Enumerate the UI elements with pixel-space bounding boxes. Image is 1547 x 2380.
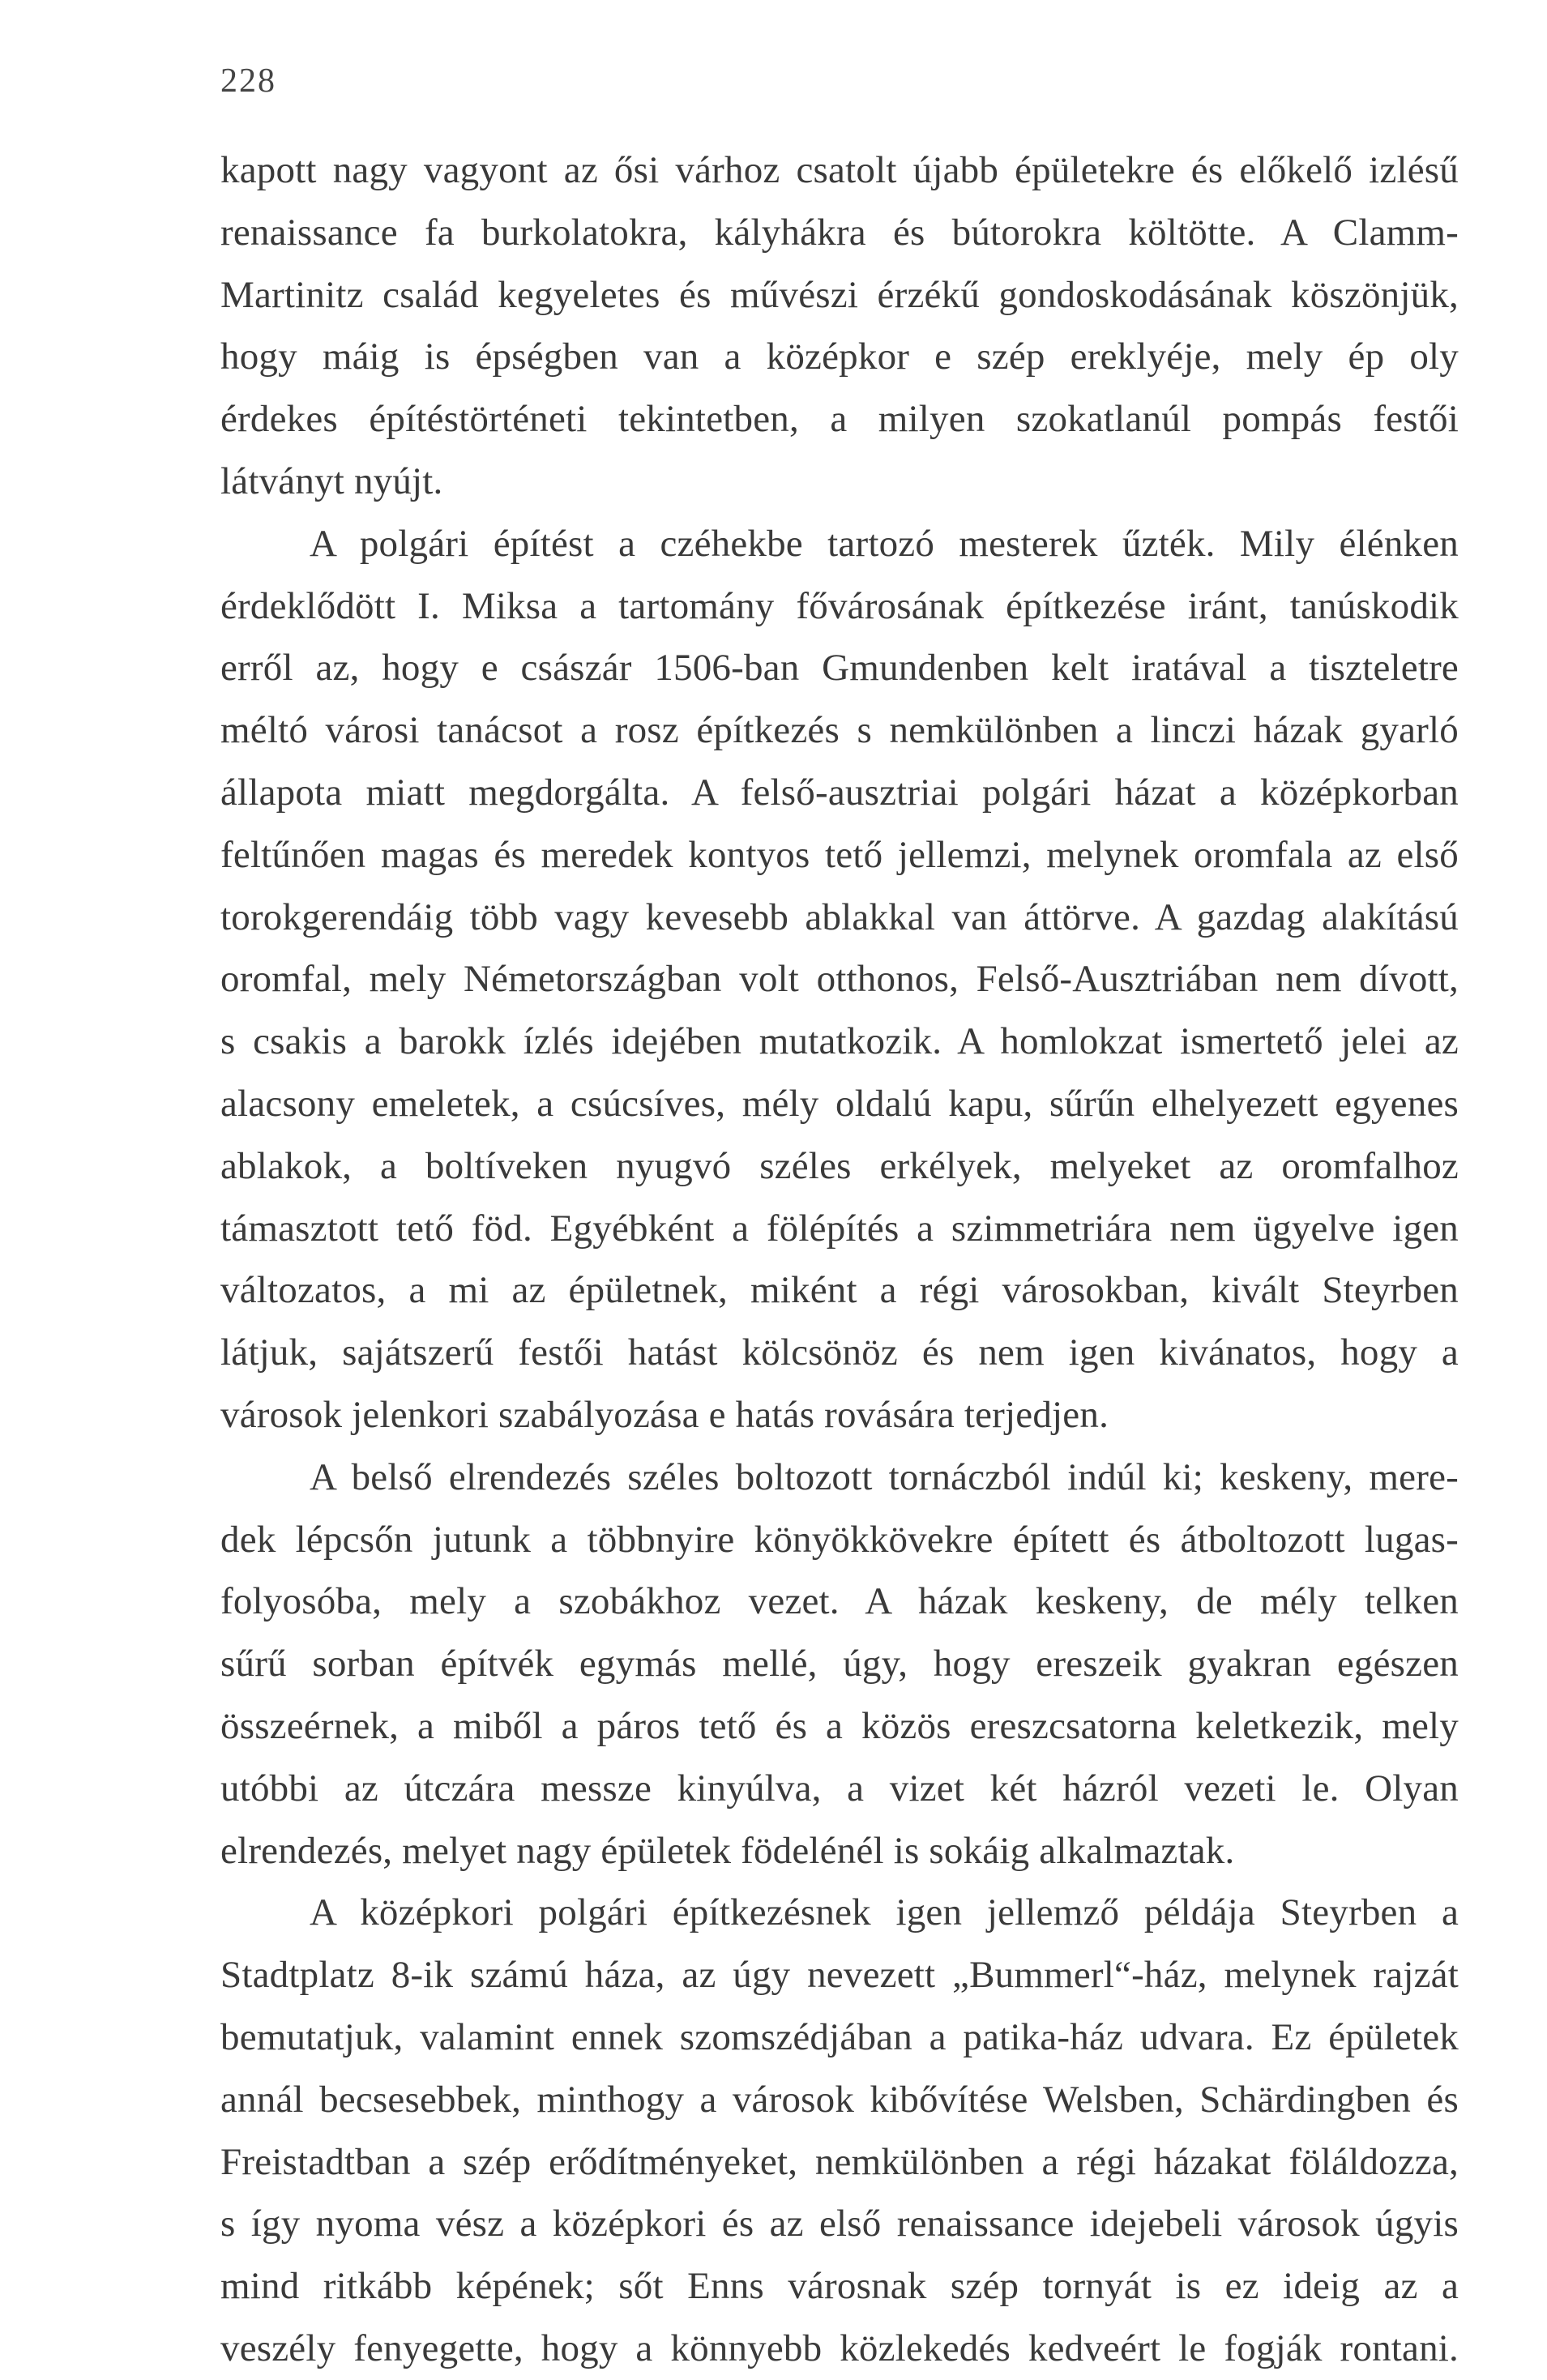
text-line: állapota miatt megdorgálta. A felső-ausztriai polgári házat a középkorban [220,771,1459,814]
text-line: s csakis a barokk ízlés idejében mutatkozik. A homlokzat ismertető jelei az [220,1020,1459,1063]
text-line: érdeklődött I. Miksa a tartomány fővárosának építkezése iránt, tanúskodik [220,584,1459,627]
text-line: alacsony emeletek, a csúcsíves, mély oldalú kapu, sűrűn elhelyezett egyenes [220,1082,1459,1125]
text-line: sűrű sorban építvék egymás mellé, úgy, hogy ereszeik gyakran egészen [220,1643,1459,1686]
text-line: erről az, hogy e császár 1506-ban Gmundenben kelt iratával a tiszteletre [220,647,1459,690]
text-line: veszély fenyegette, hogy a könnyebb közlekedés kedveért le fogják rontani. [220,2327,1459,2369]
text-line: összeérnek, a miből a páros tető és a közös ereszcsatorna keletkezik, mely [220,1704,1459,1747]
text-line: kapott nagy vagyont az ősi várhoz csatolt újabb épületekre és előkelő izlésű [220,149,1459,191]
text-line: A polgári építést a czéhekbe tartozó mesterek űzték. Mily élénken [310,522,1459,565]
text-line: mind ritkább képének; sőt Enns városnak szép tornyát is ez ideig az a [220,2265,1459,2308]
text-line: Stadtplatz 8-ik számú háza, az úgy nevezett „Bummerl“-ház, melynek rajzát [220,1954,1459,1997]
text-line: látjuk, sajátszerű festői hatást kölcsönöz és nem igen kivánatos, hogy a [220,1331,1459,1374]
text-line: A belső elrendezés széles boltozott tornáczból indúl ki; keskeny, mere- [310,1455,1459,1498]
text-line: támasztott tető föd. Egyébként a fölépítés a szimmetriára nem ügyelve igen [220,1207,1459,1250]
text-line: feltűnően magas és meredek kontyos tető jellemzi, melynek oromfala az első [220,833,1459,876]
text-line: Martinitz család kegyeletes és művészi érzékű gondoskodásának köszönjük, [220,273,1459,316]
body-text [220,139,1459,2380]
text-line: ablakok, a boltíveken nyugvó széles erkélyek, melyeket az oromfalhoz [220,1144,1459,1187]
text-line: Freistadtban a szép erődítményeket, nemkülönben a régi házakat föláldozza, [220,2140,1459,2183]
text-line: városok jelenkori szabályozása e hatás rovására terjedjen. [220,1393,1109,1436]
text-line: s így nyoma vész a középkori és az első renaissance idejebeli városok úgyis [220,2203,1459,2245]
text-line: oromfal, mely Németországban volt otthonos, Felső-Ausztriában nem dívott, [220,958,1459,1001]
text-line: A középkori polgári építkezésnek igen jellemző példája Steyrben a [310,1891,1459,1934]
text-line: utóbbi az útczára messze kinyúlva, a vizet két házról vezeti le. Olyan [220,1767,1459,1810]
text-line: hogy máig is épségben van a középkor e szép ereklyéje, mely ép oly [220,335,1459,378]
text-line: folyosóba, mely a szobákhoz vezet. A házak keskeny, de mély telken [220,1580,1459,1623]
text-line: érdekes építéstörténeti tekintetben, a milyen szokatlanúl pompás festői [220,398,1459,441]
text-line: méltó városi tanácsot a rosz építkezés s nemkülönben a linczi házak gyarló [220,709,1459,752]
page-number: 228 [220,62,276,100]
text-line: látványt nyújt. [220,459,443,502]
text-line: elrendezés, melyet nagy épületek födelénél is sokáig alkalmaztak. [220,1829,1235,1872]
text-line: változatos, a mi az épületnek, miként a régi városokban, kivált Steyrben [220,1269,1459,1312]
text-line: annál becsesebbek, minthogy a városok kibővítése Welsben, Schärdingben és [220,2078,1459,2121]
text-line: bemutatjuk, valamint ennek szomszédjában a patika-ház udvara. Ez épületek [220,2015,1459,2058]
text-line: dek lépcsőn jutunk a többnyire könyökkövekre épített és átboltozott lugas- [220,1518,1459,1561]
text-line: torokgerendáig több vagy kevesebb ablakkal van áttörve. A gazdag alakítású [220,895,1459,938]
text-line: renaissance fa burkolatokra, kályhákra és bútorokra költötte. A Clamm- [220,211,1459,254]
